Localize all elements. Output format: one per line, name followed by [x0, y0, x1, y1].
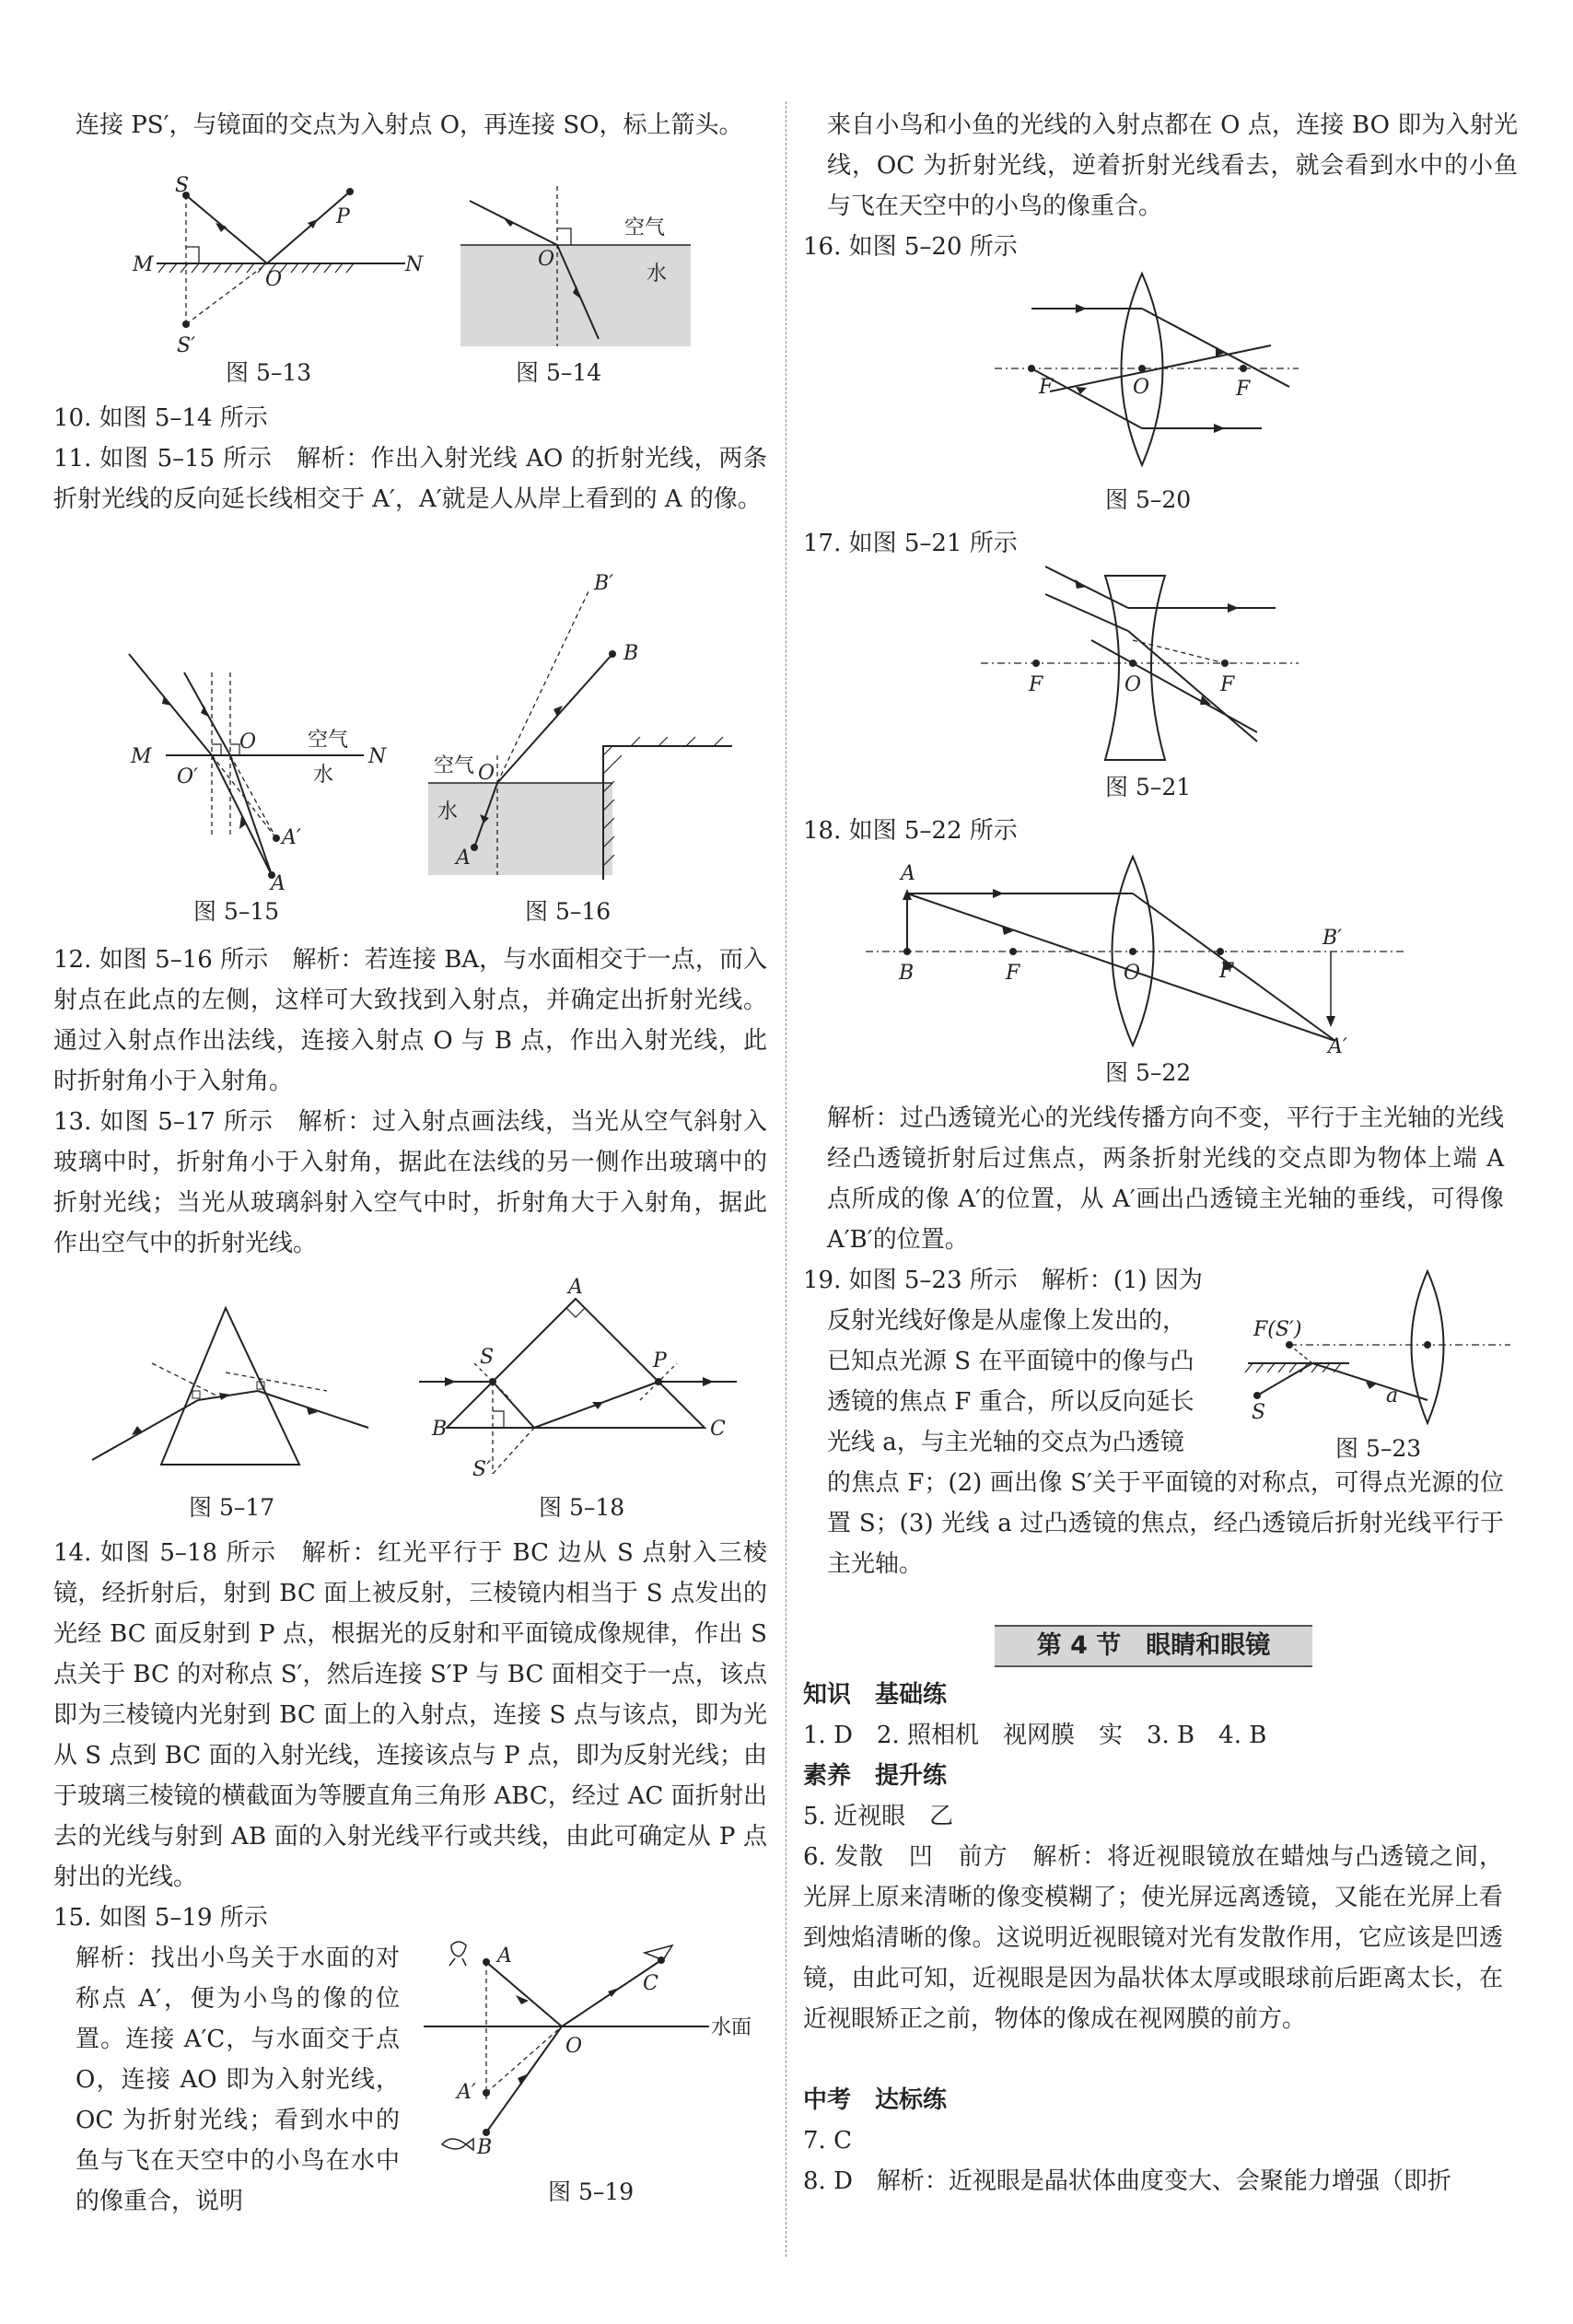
label-A: A [271, 872, 285, 895]
q12: 12. 如图 5–16 所示 解析：若连接 BA，与水面相交于一点，而入射点在此点的左侧，这样可大致找到入射点，并确定出折射光线。通过入射点作出法线，连接入射点 O 与 B 点，作出入射光线，此时折射角小于入射角。 [53, 946, 767, 1095]
label-B: B [899, 962, 915, 985]
q18-body: 解析：过凸透镜光心的光线传播方向不变，平行于主光轴的光线经凸透镜折射后过焦点，两条折射光线的交点即为物体上端 A 点所成的像 A′的位置，从 A′画出凸透镜主光轴的垂线，可得像 A′B′的位置。 [827, 1104, 1504, 1254]
label-O: O [265, 268, 283, 291]
figure-5-19 [414, 1934, 764, 2159]
label-A-prime: A′ [282, 826, 301, 849]
label-S: S [175, 174, 190, 197]
q19-line-5: 光线 a，与主光轴的交点为凸透镜 [827, 1429, 1184, 1456]
caption-5-22: 图 5–22 [1105, 1059, 1192, 1086]
heading-exam: 中考 达标练 [803, 2086, 948, 2114]
label-S: S [480, 1346, 495, 1369]
q18: 18. 如图 5–22 所示 [803, 817, 1018, 845]
label-B: B [432, 1418, 448, 1441]
label-A: A [901, 862, 915, 885]
figure-5-20 [995, 272, 1317, 474]
label-water: 水 [437, 800, 459, 823]
label-F: F [1219, 960, 1234, 983]
label-A-prime: A′ [457, 2081, 476, 2104]
label-water: 水 [313, 764, 334, 787]
text-line-top: 连接 PS′，与镜面的交点为入射点 O，再连接 SO，标上箭头。 [76, 111, 743, 139]
figure-5-22 [866, 852, 1409, 1058]
figure-5-17 [87, 1290, 382, 1474]
q17: 17. 如图 5–21 所示 [803, 530, 1018, 557]
label-B: B [477, 2136, 493, 2159]
label-O: O [538, 248, 555, 271]
label-A: A [456, 847, 471, 870]
label-C: C [643, 1972, 658, 1995]
q16: 16. 如图 5–20 所示 [803, 233, 1018, 261]
label-O: O [1124, 962, 1141, 985]
label-water: 水 [647, 263, 668, 286]
q19-line-4: 透镜的焦点 F 重合，所以反向延长 [827, 1388, 1194, 1416]
label-F-S-prime: F(S′) [1253, 1318, 1302, 1341]
heading-knowledge: 知识 基础练 [803, 1681, 948, 1709]
label-a: a [1386, 1384, 1399, 1407]
label-F: F [1039, 376, 1054, 399]
answer-5: 5. 近视眼 乙 [803, 1803, 954, 1830]
label-water-surface: 水面 [711, 2016, 752, 2039]
answer-7: 7. C [803, 2127, 852, 2155]
label-F: F [1220, 673, 1235, 696]
figure-5-15 [129, 645, 387, 895]
label-air: 空气 [624, 216, 666, 239]
label-air: 空气 [434, 754, 475, 777]
answer-8: 8. D 解析：近视眼是晶状体曲度变大、会聚能力增强（即折 [803, 2167, 1451, 2195]
heading-literacy: 素养 提升练 [803, 1762, 948, 1790]
q19-line-1: 19. 如图 5–23 所示 解析：(1) 因为 [803, 1267, 1203, 1294]
q15-body: 解析：找出小鸟关于水面的对称点 A′，便为小鸟的像的位置。连接 A′C，与水面交于点 O，连接 AO 即为入射光线，OC 为折射光线；看到水中的鱼与飞在天空中的小鸟在水中的像重合，说明 [76, 1944, 400, 2215]
label-P: P [336, 205, 350, 228]
q15-continued: 来自小鸟和小鱼的光线的入射点都在 O 点，连接 BO 即为入射光线，OC 为折射光线，逆着折射光线看去，就会看到水中的小鱼与飞在天空中的小鸟的像重合。 [827, 111, 1518, 220]
label-C: C [710, 1418, 726, 1441]
label-air: 空气 [308, 729, 349, 752]
label-O: O [1124, 673, 1142, 696]
label-F: F [1006, 962, 1020, 985]
q13: 13. 如图 5–17 所示 解析：过入射点画法线，当光从空气斜射入玻璃中时，折射角小于入射角，据此在法线的另一侧作出玻璃中的折射光线；当光从玻璃斜射入空气中时，折射角大于入射角，据此作出空气中的折射光线。 [53, 1108, 767, 1257]
caption-5-17: 图 5–17 [189, 1494, 275, 1521]
label-O: O [565, 2035, 583, 2058]
caption-5-16: 图 5–16 [525, 898, 612, 925]
label-N: N [368, 745, 387, 768]
label-B-prime: B′ [594, 572, 614, 595]
label-B: B [623, 642, 639, 665]
q19-line-2: 反射光线好像是从虚像上发出的， [827, 1307, 1187, 1335]
caption-5-23: 图 5–23 [1335, 1435, 1422, 1462]
label-P: P [653, 1349, 667, 1372]
label-A: A [497, 1944, 512, 1968]
q15-head: 15. 如图 5–19 所示 [53, 1904, 268, 1932]
figure-5-16 [419, 571, 741, 884]
label-S: S [1252, 1401, 1266, 1424]
q19-rest: 的焦点 F；(2) 画出像 S′关于平面镜的对称点，可得点光源的位置 S；(3) 光线 a 过凸透镜的焦点，经凸透镜后折射光线平行于主光轴。 [827, 1469, 1504, 1578]
label-B-prime: B′ [1322, 927, 1343, 950]
section-title: 第 4 节 眼睛和眼镜 [995, 1625, 1312, 1667]
caption-5-14: 图 5–14 [516, 359, 602, 386]
label-O: O [478, 762, 495, 785]
caption-5-21: 图 5–21 [1105, 774, 1192, 800]
label-O: O [1133, 376, 1150, 399]
figure-5-21 [981, 566, 1312, 769]
caption-5-15: 图 5–15 [193, 898, 280, 925]
figure-5-13 [129, 175, 433, 359]
label-F: F [1029, 673, 1043, 696]
caption-5-20: 图 5–20 [1105, 486, 1192, 513]
label-S-prime: S′ [177, 334, 196, 357]
label-F: F [1236, 378, 1251, 401]
q11: 11. 如图 5–15 所示 解析：作出入射光线 AO 的折射光线，两条折射光线的反向延长线相交于 A′，A′就是人从岸上看到的 A 的像。 [53, 445, 767, 513]
label-M: M [133, 253, 154, 276]
q14: 14. 如图 5–18 所示 解析：红光平行于 BC 边从 S 点射入三棱镜，经折射后，射到 BC 面上被反射，三棱镜内相当于 S 点发出的光经 BC 面反射到 P 点，根据光的反射和平面镜成像规律，作出 S 点关于 BC 的对称点 S′，然后连接 S′P 与 BC 面相交于一点，该点即为三棱镜内光射到 BC 面上的入射点，连接 S 点与该点，即为光从 S 点到 BC 面的入射光线，连接该点与 P 点，即为反射光线；由于玻璃三棱镜的横截面为等腰直角三角形 ABC，经过 AC 面折射出去的光线与射到 AB 面的入射光线平行或共线，由此可确定从 P 点射出的光线。 [53, 1539, 767, 1891]
q19-line-3: 已知点光源 S 在平面镜中的像与凸 [827, 1348, 1194, 1375]
label-N: N [405, 253, 424, 276]
label-O: O [239, 730, 257, 753]
answer-6: 6. 发散 凹 前方 解析：将近视眼镜放在蜡烛与凸透镜之间，光屏上原来清晰的像变模糊了；使光屏远离透镜，又能在光屏上看到烛焰清晰的像。这说明近视眼镜对光有发散作用，它应该是凹透镜，由此可知，近视眼是因为晶状体太厚或眼球前后距离太长，在近视眼矫正之前，物体的像成在视网膜的前方。 [803, 1843, 1503, 2033]
answers-1-4: 1. D 2. 照相机 视网膜 实 3. B 4. B [803, 1722, 1267, 1749]
caption-5-13: 图 5–13 [226, 359, 312, 386]
caption-5-19: 图 5–19 [548, 2178, 635, 2205]
figure-5-23 [1239, 1271, 1515, 1428]
q10: 10. 如图 5–14 所示 [53, 404, 268, 432]
label-M: M [131, 745, 152, 768]
label-A: A [568, 1276, 583, 1299]
figure-5-14 [451, 184, 709, 359]
figure-5-18 [419, 1271, 751, 1483]
label-A-prime: A′ [1328, 1035, 1347, 1058]
label-O-prime: O′ [177, 765, 199, 788]
label-S-prime: S′ [472, 1458, 492, 1481]
caption-5-18: 图 5–18 [539, 1494, 625, 1521]
